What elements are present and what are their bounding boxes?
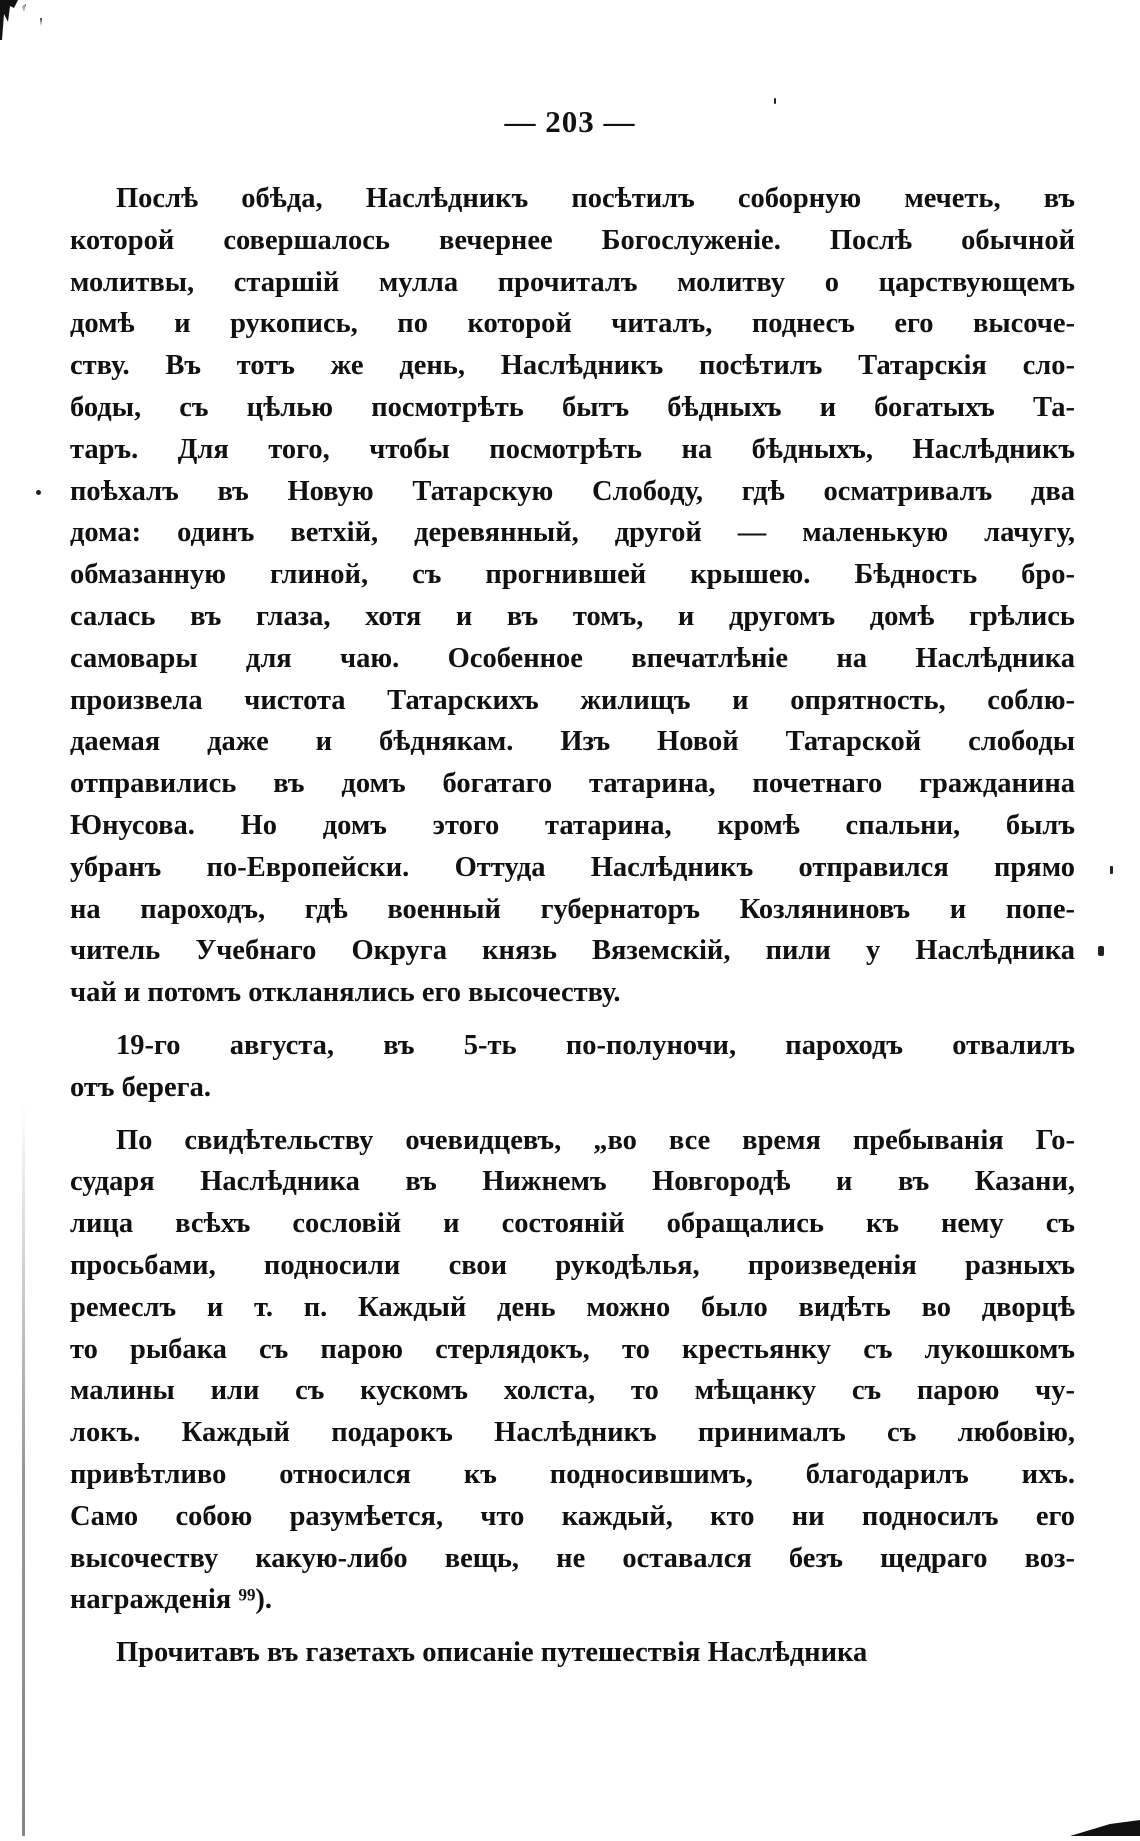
text-line: убранъ по-Европейски. Оттуда Наслѣдникъ отправился прямо — [70, 851, 1075, 883]
text-line: то рыбака съ парою стерлядокъ, то крестьянку съ лукошкомъ — [70, 1333, 1075, 1365]
text-line: просьбами, подносили свои рукодѣлья, произведенія разныхъ — [70, 1249, 1075, 1281]
text-line: поѣхалъ въ Новую Татарскую Слободу, гдѣ осматривалъ два — [70, 475, 1075, 507]
text-line: самовары для чаю. Особенное впечатлѣніе на Наслѣдника — [70, 642, 1075, 674]
text-line: даемая даже и бѣднякам. Изъ Новой Татарской слободы — [70, 726, 1075, 758]
text-line: отправились въ домъ богатаго татарина, почетнаго гражданина — [70, 768, 1075, 800]
text-line: произвела чистота Татарскихъ жилищъ и опрятность, соблю- — [70, 684, 1075, 716]
text-line: дома: одинъ ветхій, деревянный, другой — маленькую лачугу, — [70, 517, 1075, 549]
scan-left-edge — [22, 0, 25, 1836]
text-line: чай и потомъ откланялись его высочеству. — [70, 977, 621, 1009]
body-text — [70, 178, 1075, 1685]
text-line: молитвы, старшій мулла прочиталъ молитву о царствующемъ — [70, 266, 1075, 298]
text-line: обмазанную глиной, съ прогнившей крышею. Бѣдность бро- — [70, 559, 1075, 591]
text-line: высочеству какую-либо вещь, не оставался безъ щедраго воз- — [70, 1542, 1075, 1574]
paragraph — [70, 1120, 1075, 1622]
text-line: салась въ глаза, хотя и въ томъ, и другомъ домѣ грѣлись — [70, 600, 1075, 632]
text-line: Прочитавъ въ газетахъ описаніе путешествія Наслѣдника — [116, 1637, 868, 1669]
text-line: Юнусова. Но домъ этого татарина, кромѣ спальни, былъ — [70, 809, 1075, 841]
paragraph — [70, 178, 1075, 1014]
text-line: домѣ и рукопись, по которой читалъ, поднесъ его высоче- — [70, 308, 1075, 340]
text-line: Послѣ обѣда, Наслѣдникъ посѣтилъ соборную мечеть, въ — [116, 183, 1075, 214]
text-line: локъ. Каждый подарокъ Наслѣдникъ принималъ съ любовію, — [70, 1417, 1075, 1449]
text-line: По свидѣтельству очевидцевъ, „во все время пребыванія Го- — [116, 1124, 1075, 1156]
text-line: боды, съ цѣлью посмотрѣть бытъ бѣдныхъ и богатыхъ Та- — [70, 391, 1075, 423]
text-line: таръ. Для того, чтобы посмотрѣть на бѣдныхъ, Наслѣдникъ — [70, 433, 1075, 465]
text-line: лица всѣхъ сословій и состояній обращались къ нему съ — [70, 1208, 1075, 1240]
page-number: — 203 — — [504, 104, 636, 139]
text-line: которой совершалось вечернее Богослуженіе. Послѣ обычной — [70, 224, 1075, 256]
scan-speck — [1110, 866, 1113, 874]
scan-corner-mark — [0, 0, 60, 50]
text-line: отъ берега. — [70, 1071, 211, 1103]
text-line: Само собою разумѣется, что каждый, кто ни подносилъ его — [70, 1500, 1075, 1532]
text-line: 19-го августа, въ 5-ть по-полуночи, пароходъ отвалилъ — [116, 1029, 1075, 1061]
text-line: ремеслъ и т. п. Каждый день можно было видѣть во дворцѣ — [70, 1291, 1075, 1323]
scan-bottom-mark — [1050, 1806, 1140, 1836]
text-line: награжденія ⁹⁹). — [70, 1584, 273, 1616]
text-line: ству. Въ тотъ же день, Наслѣдникъ посѣтилъ Татарскія сло- — [70, 350, 1075, 382]
text-line: читель Учебнаго Округа князь Вяземскій, пили у Наслѣдника — [70, 935, 1075, 967]
text-line: сударя Наслѣдника въ Нижнемъ Новгородѣ и въ Казани, — [70, 1166, 1075, 1198]
paragraph — [70, 1632, 1075, 1674]
scan-speck — [1098, 946, 1104, 956]
text-line: малины или съ кускомъ холста, то мѣщанку съ парою чу- — [70, 1375, 1075, 1407]
text-line: привѣтливо относился къ подносившимъ, благодарилъ ихъ. — [70, 1458, 1075, 1490]
paragraph — [70, 1025, 1075, 1109]
text-line: на пароходъ, гдѣ военный губернаторъ Козляниновъ и попе- — [70, 893, 1075, 925]
scan-speck — [36, 490, 41, 495]
